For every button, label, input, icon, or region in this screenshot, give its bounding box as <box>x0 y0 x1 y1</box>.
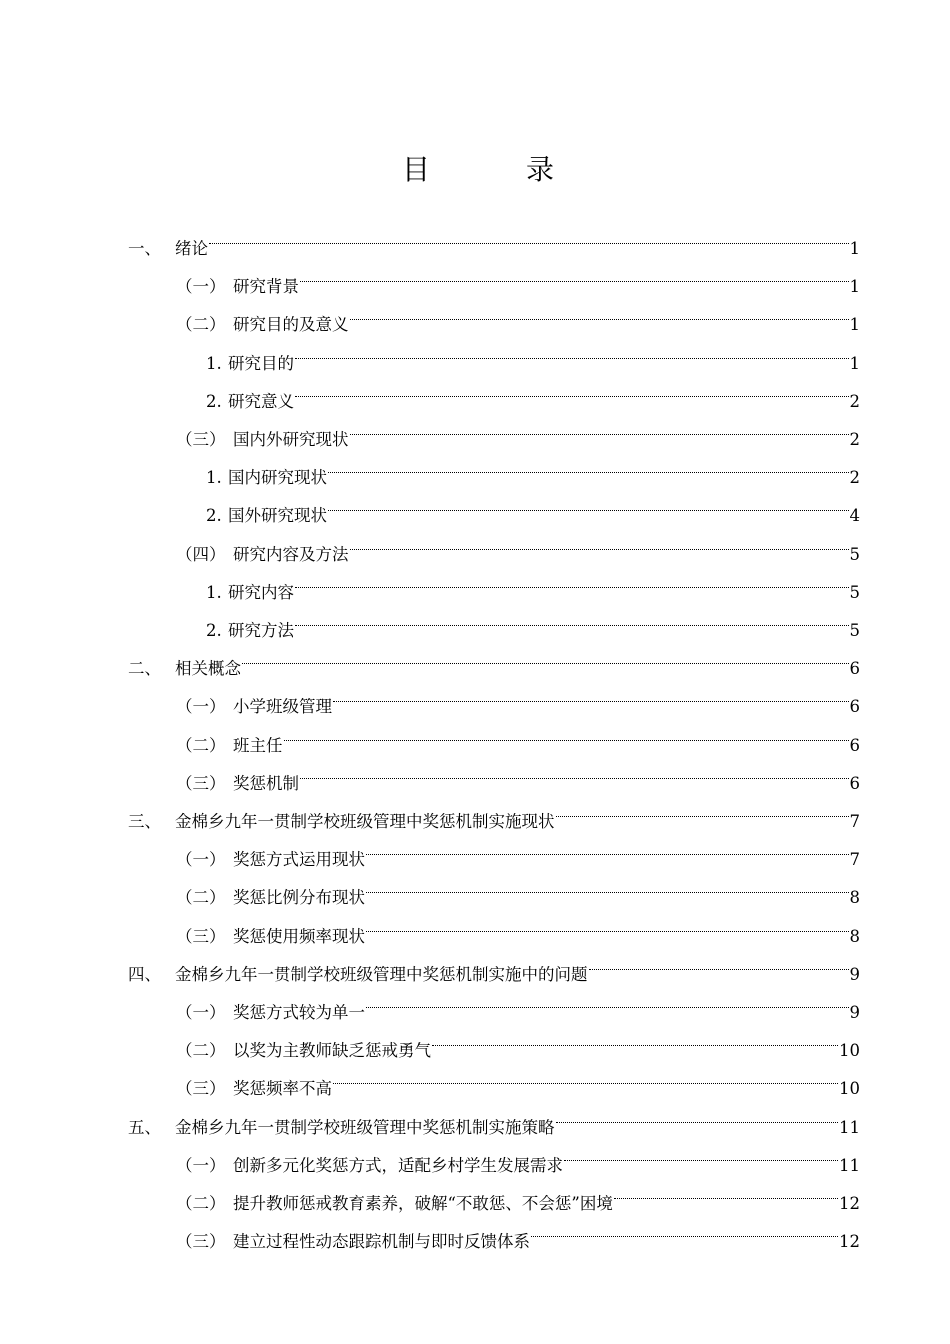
toc-entry-title: 相关概念 <box>175 659 241 679</box>
dot-leader <box>366 982 849 1018</box>
toc-entry-number: （二） <box>176 1194 226 1213</box>
dot-leader <box>295 600 849 636</box>
toc-entry-title: 研究目的 <box>228 353 294 373</box>
toc-entry-number: （一） <box>176 850 226 870</box>
toc-entry-number: 1. <box>206 468 222 488</box>
dot-leader <box>333 1058 838 1094</box>
dot-leader <box>589 944 849 980</box>
dot-leader <box>366 829 849 865</box>
toc-entry-title: 奖惩机制 <box>233 773 299 793</box>
toc-entry-page-number: 9 <box>849 964 860 984</box>
toc-entry-number: （一） <box>176 1155 226 1175</box>
toc-entry-number: （一） <box>176 697 226 717</box>
toc-entry-title: 以奖为主教师缺乏惩戒勇气 <box>233 1041 431 1061</box>
toc-entry-title: 研究方法 <box>228 621 294 640</box>
toc-entry-page-number: 1 <box>849 353 860 373</box>
toc-entry[interactable] <box>206 447 860 488</box>
toc-entry[interactable] <box>176 524 860 564</box>
dot-leader <box>300 753 849 789</box>
toc-entry-number: （二） <box>176 1041 226 1061</box>
dot-leader <box>556 791 849 827</box>
dot-leader <box>284 715 849 751</box>
dot-leader <box>242 638 849 674</box>
toc-entry[interactable] <box>176 1020 860 1061</box>
toc-entry-title: 金棉乡九年一贯制学校班级管理中奖惩机制实施策略 <box>175 1117 555 1137</box>
toc-entry-page-number: 8 <box>849 888 860 908</box>
toc-entry-number: （二） <box>176 888 226 908</box>
toc-entry-number: （一） <box>176 277 226 297</box>
toc-entry-number: （三） <box>176 1079 226 1099</box>
toc-entry-title: 奖惩方式运用现状 <box>233 850 365 870</box>
toc-entry-page-number: 6 <box>849 773 860 793</box>
toc-title: 目 录 <box>401 153 588 186</box>
dot-leader <box>300 256 849 292</box>
toc-entry[interactable] <box>176 753 860 793</box>
toc-entry-title: 提升教师惩戒教育素养，破解“不敢惩、不会惩”困境 <box>233 1194 613 1213</box>
toc-entry-title: 国内研究现状 <box>228 468 327 488</box>
toc-entry-number: 一、 <box>128 239 161 258</box>
toc-entry[interactable] <box>128 638 860 679</box>
toc-entry-title: 绪论 <box>175 239 208 258</box>
toc-entry-number: 五、 <box>128 1117 161 1137</box>
toc-entry-title: 创新多元化奖惩方式，适配乡村学生发展需求 <box>233 1155 563 1175</box>
toc-entry-page-number: 2 <box>849 391 860 411</box>
toc-entry-number: （三） <box>176 1232 226 1252</box>
toc-entry-number: 2. <box>206 391 222 411</box>
toc-entry-page-number: 2 <box>849 468 860 488</box>
toc-entry-number: （二） <box>176 315 226 335</box>
toc-entry[interactable] <box>128 791 860 831</box>
dot-leader <box>328 447 849 483</box>
toc-entry-title: 研究目的及意义 <box>233 315 349 335</box>
toc-entry[interactable] <box>176 1058 860 1099</box>
dot-leader <box>295 562 849 598</box>
toc-entry-page-number: 10 <box>839 1041 860 1061</box>
dot-leader <box>328 485 849 521</box>
toc-entry-title: 班主任 <box>233 735 283 755</box>
toc-entry[interactable] <box>206 371 860 411</box>
toc-entry-title: 建立过程性动态跟踪机制与即时反馈体系 <box>233 1232 530 1252</box>
toc-entry-page-number: 8 <box>849 926 860 946</box>
toc-entry[interactable] <box>128 1097 860 1137</box>
toc-entry[interactable] <box>176 867 860 908</box>
toc-entry-title: 研究背景 <box>233 277 299 297</box>
toc-entry-number: （一） <box>176 1003 226 1022</box>
toc-entry-page-number: 10 <box>839 1079 860 1099</box>
dot-leader <box>564 1135 838 1171</box>
dot-leader <box>350 524 849 560</box>
toc-entry-title: 奖惩方式较为单一 <box>233 1003 365 1022</box>
toc-entry-title: 奖惩频率不高 <box>233 1079 332 1099</box>
toc-entry-title: 研究意义 <box>228 391 294 411</box>
toc-entry-page-number: 11 <box>839 1155 860 1175</box>
toc-entry[interactable] <box>206 333 860 373</box>
toc-entry[interactable] <box>206 600 860 640</box>
toc-entry-number: 1. <box>206 582 222 602</box>
toc-entry[interactable] <box>176 676 860 717</box>
dot-leader <box>350 294 849 330</box>
toc-entry-title: 奖惩使用频率现状 <box>233 926 365 946</box>
toc-entry[interactable] <box>176 1211 860 1252</box>
dot-leader <box>432 1020 838 1056</box>
toc-entry[interactable] <box>176 906 860 946</box>
toc-entry-number: （三） <box>176 773 226 793</box>
toc-entry-page-number: 11 <box>839 1117 860 1137</box>
dot-leader <box>209 218 849 254</box>
toc-entry-title: 金棉乡九年一贯制学校班级管理中奖惩机制实施现状 <box>175 812 555 831</box>
dot-leader <box>333 676 849 712</box>
toc-entry-page-number: 6 <box>849 735 860 755</box>
toc-entry-page-number: 1 <box>849 315 860 335</box>
toc-entry[interactable] <box>176 829 860 870</box>
dot-leader <box>556 1097 839 1133</box>
toc-entry-page-number: 7 <box>849 850 860 870</box>
toc-entry[interactable] <box>176 982 860 1022</box>
toc-entry-number: 2. <box>206 506 222 526</box>
toc-entry-page-number: 6 <box>849 659 860 679</box>
dot-leader <box>295 371 849 407</box>
toc-entry-title: 奖惩比例分布现状 <box>233 888 365 908</box>
dot-leader <box>295 333 849 369</box>
toc-entry[interactable] <box>176 1135 860 1175</box>
toc-entry-number: （三） <box>176 430 226 449</box>
toc-entry-page-number: 12 <box>839 1232 860 1252</box>
dot-leader <box>350 409 849 445</box>
toc-entry[interactable] <box>176 294 860 335</box>
dot-leader <box>366 906 849 942</box>
toc-entry-number: 三、 <box>128 812 161 831</box>
toc-entry-page-number: 12 <box>839 1194 860 1213</box>
toc-entry[interactable] <box>176 256 860 297</box>
toc-entry-number: 四、 <box>128 964 161 984</box>
toc-entry-page-number: 5 <box>849 621 860 640</box>
toc-entry-title: 国外研究现状 <box>228 506 327 526</box>
toc-entry[interactable] <box>128 218 860 258</box>
toc-entry-title: 研究内容 <box>228 582 294 602</box>
toc-entry[interactable] <box>176 409 860 449</box>
toc-entry-title: 国内外研究现状 <box>233 430 349 449</box>
toc-entry-page-number: 5 <box>849 582 860 602</box>
toc-entry[interactable] <box>176 715 860 755</box>
toc-entry-number: （四） <box>176 544 226 564</box>
toc-entry-page-number: 5 <box>849 544 860 564</box>
toc-entry-number: （二） <box>176 735 226 755</box>
toc-entry-page-number: 2 <box>849 430 860 449</box>
toc-entry-page-number: 6 <box>849 697 860 717</box>
toc-entry-page-number: 1 <box>849 239 860 258</box>
toc-entry-title: 金棉乡九年一贯制学校班级管理中奖惩机制实施中的问题 <box>175 964 588 984</box>
toc-entry-title: 小学班级管理 <box>233 697 332 717</box>
toc-entry-title: 研究内容及方法 <box>233 544 349 564</box>
toc-entry-page-number: 7 <box>849 812 860 831</box>
toc-entry-number: （三） <box>176 926 226 946</box>
toc-entry-page-number: 1 <box>849 277 860 297</box>
toc-entry-page-number: 4 <box>849 506 860 526</box>
toc-entry[interactable] <box>206 485 860 526</box>
toc-entry[interactable] <box>128 944 860 984</box>
dot-leader <box>531 1211 838 1247</box>
dot-leader <box>366 867 849 903</box>
toc-entry-number: 1. <box>206 353 222 373</box>
toc-entry[interactable] <box>176 1173 860 1213</box>
toc-entry-number: 二、 <box>128 659 161 679</box>
toc-entry-number: 2. <box>206 621 222 640</box>
toc-entry-page-number: 9 <box>849 1003 860 1022</box>
dot-leader <box>614 1173 838 1209</box>
toc-entry[interactable] <box>206 562 860 602</box>
